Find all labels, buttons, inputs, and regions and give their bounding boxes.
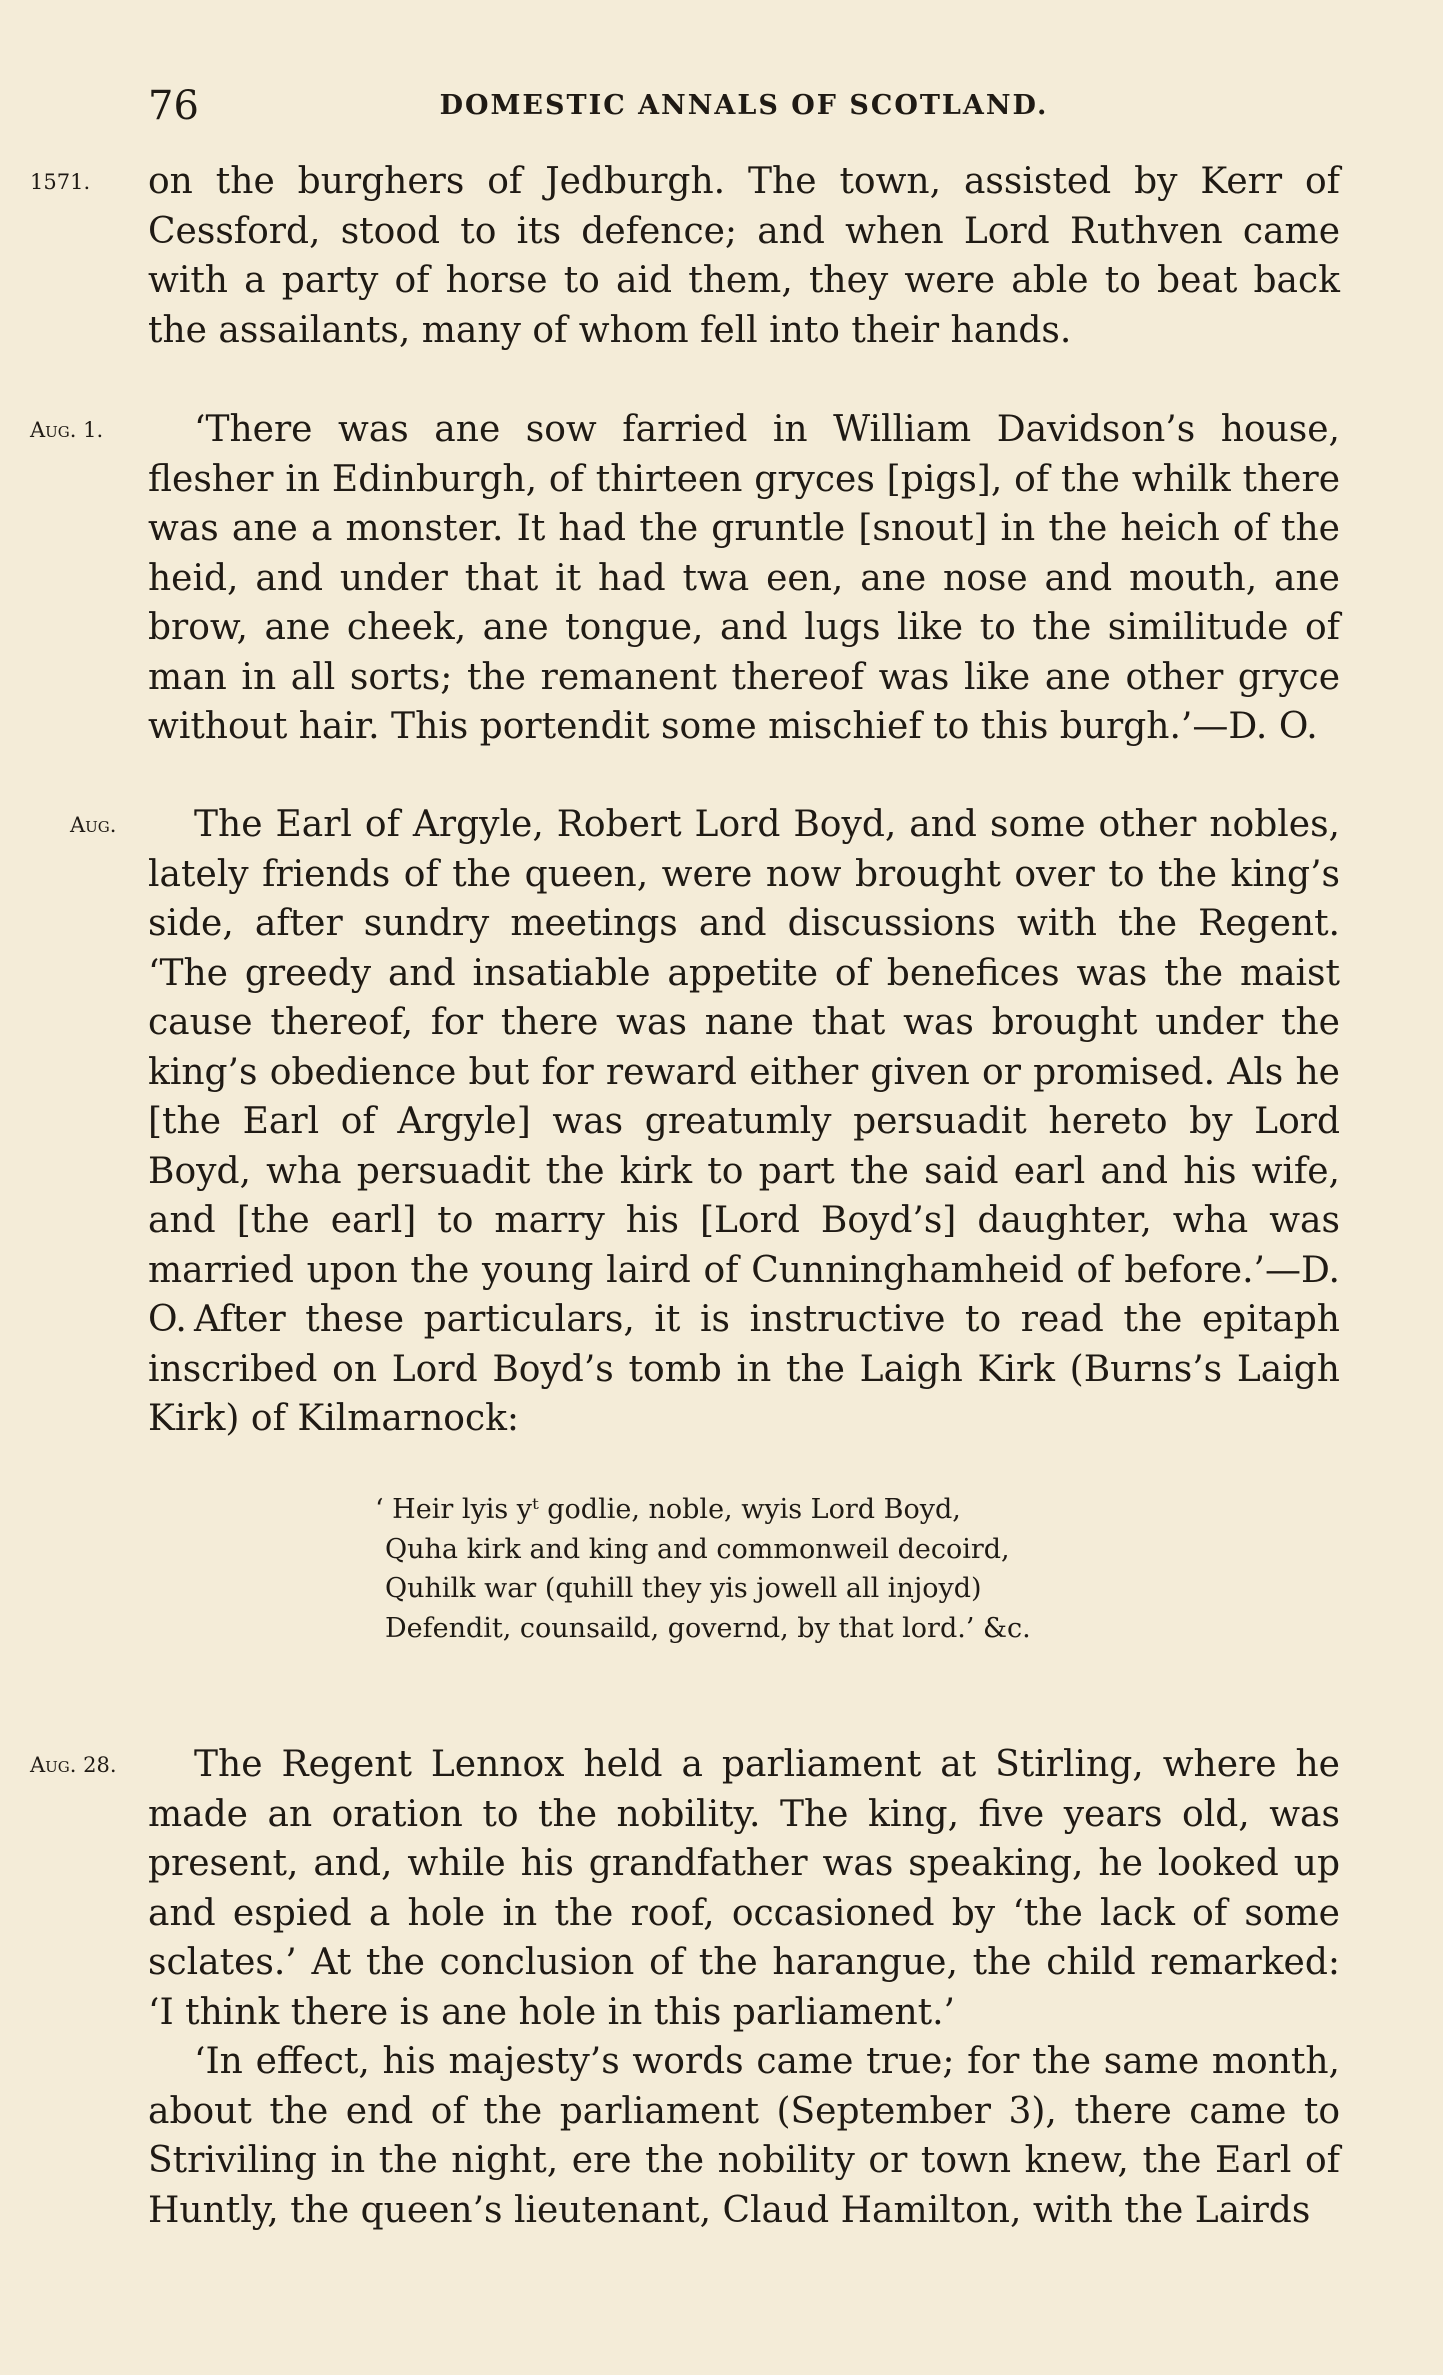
paragraph-sow: ‘There was ane sow farried in William Davidson’s house, flesher in Edinburgh, of thirteen gryces [pigs], of the whilk there was ane a monster. It had the gruntle [snout] in the heich of the heid, and under that it had twa een, ane nose and mouth, ane brow, ane cheek, ane tongue, and lugs like to the similitude of man in all sorts; the remanent thereof was like ane other gryce without hair. This portendit some mischief to this burgh.’—D. O. (148, 409, 1340, 747)
margin-note-aug-1: Aug. 1. (30, 418, 104, 442)
paragraph-regent-lennox: The Regent Lennox held a parliament at Stirling, where he made an oration to the nobility. The king, five years old, was present, and, while his grandfather was speaking, he looked up and espied a hole in the roof, occasioned by ‘the lack of some sclates.’ At the conclusion of the harangue, the child remarked: ‘I think there is ane hole in this parliament.’ (148, 1744, 1340, 2033)
verse-line: Quhilk war (quhill they yis jowell all injoyd) (385, 1573, 982, 1604)
epitaph-verse (375, 1490, 1145, 1648)
verse-line: Defendit, counsaild, governd, by that lord.’ &c. (385, 1612, 1031, 1644)
page-number: 76 (148, 83, 199, 129)
paragraph-argyle: The Earl of Argyle, Robert Lord Boyd, and some other nobles, lately friends of the queen, were now brought over to the king’s side, after sundry meetings and discussions with the Regent. ‘The greedy and insatiable appetite of benefices was the maist cause thereof, for there was nane that was brought under the king’s obedience but for reward either given or promised. Als he [the Earl of Argyle] was greatumly persuadit hereto by Lord Boyd, wha persuadit the kirk to part the said earl and his wife, and [the earl] to marry his [Lord Boyd’s] daughter, wha was married upon the young laird of Cunninghamheid of before.’—D. O. (148, 804, 1340, 1340)
verse-line: Quha kirk and king and commonweil decoird, (385, 1533, 1010, 1565)
paragraph-jedburgh: on the burghers of Jedburgh. The town, assisted by Kerr of Cessford, stood to its defence; and when Lord Ruthven came with a party of horse to aid them, they were able to beat back the assailants, many of whom fell into their hands. (148, 161, 1340, 351)
running-title: DOMESTIC ANNALS OF SCOTLAND. (439, 90, 1049, 121)
paragraph-epitaph-intro: After these particulars, it is instructive to read the epitaph inscribed on Lord Boyd’s tomb in the Laigh Kirk (Burns’s Laigh Kirk) of Kilmarnock: (148, 1299, 1340, 1439)
page-header (148, 78, 1340, 134)
margin-note-aug-28: Aug. 28. (30, 1753, 117, 1777)
margin-note-aug: Aug. (70, 813, 117, 837)
verse-line: ‘ Heir lyis yᵗ godlie, noble, wyis Lord Boyd, (375, 1494, 961, 1525)
paragraph-huntly: ‘In effect, his majesty’s words came true; for the same month, about the end of the parliament (September 3), there came to Striviling in the night, ere the nobility or town knew, the Earl of Huntly, the queen’s lieutenant, Claud Hamilton, with the Lairds (148, 2041, 1340, 2231)
margin-note-year: 1571. (30, 170, 91, 194)
